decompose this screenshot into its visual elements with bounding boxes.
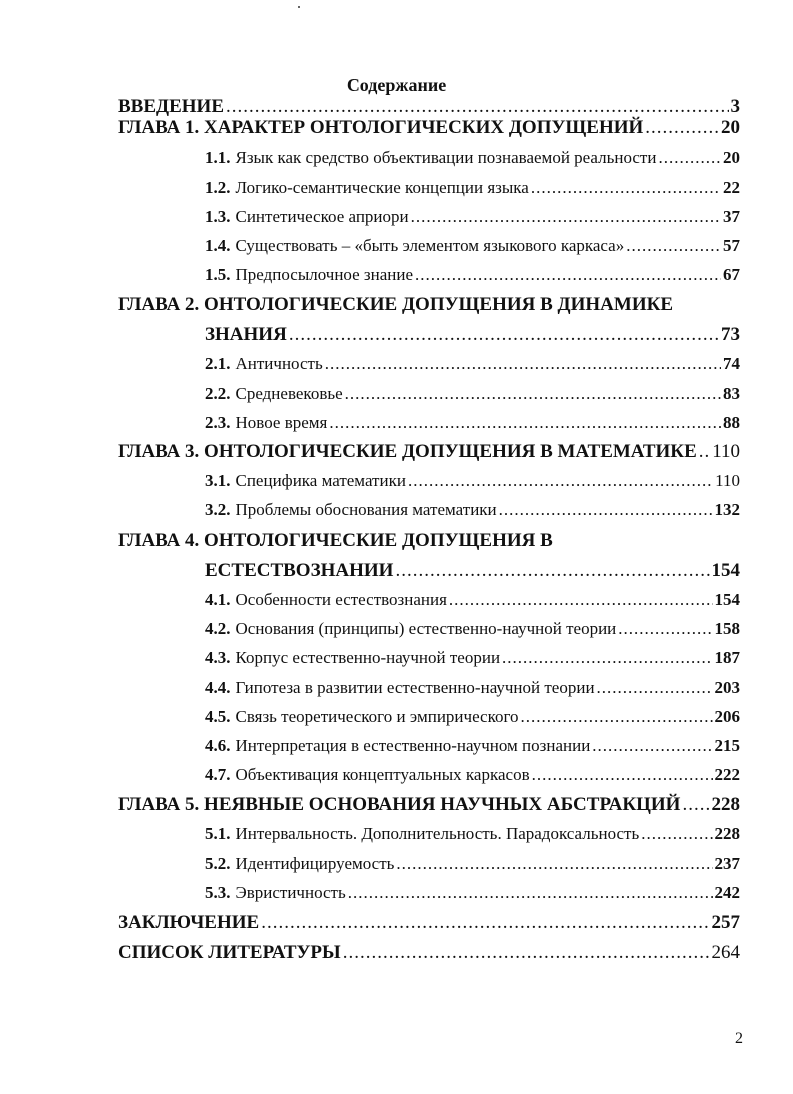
dot-leader: [658, 148, 721, 168]
dot-leader: [395, 560, 709, 582]
toc-entry-page: 187: [714, 648, 740, 667]
toc-entry-label: Эвристичность: [235, 883, 346, 902]
toc-entry-number: 5.2.: [205, 854, 231, 873]
toc-entry-number: 1.4.: [205, 236, 231, 255]
toc-entry-label: ЗНАНИЯ: [205, 324, 287, 345]
toc-entry-number: 1.3.: [205, 207, 231, 226]
dot-leader: [325, 354, 721, 374]
toc-entry-section-4-5[interactable]: [205, 707, 740, 727]
toc-entry-page: 264: [711, 942, 740, 963]
scan-speck: [298, 6, 300, 8]
dot-leader: [532, 765, 713, 785]
toc-entry-label: Существовать – «быть элементом языкового каркаса»: [235, 236, 625, 255]
toc-entry-page: 154: [711, 560, 740, 581]
toc-entry-section-1-4[interactable]: [205, 236, 740, 256]
toc-entry-chapter-4[interactable]: [118, 530, 740, 552]
toc-entry-label: ГЛАВА 4. ОНТОЛОГИЧЕСКИЕ ДОПУЩЕНИЯ В: [118, 530, 553, 551]
toc-entry-label: Корпус естественно-научной теории: [235, 648, 501, 667]
toc-entry-label: ЕСТЕСТВОЗНАНИИ: [205, 560, 394, 581]
toc-entry-section-2-2[interactable]: [205, 384, 740, 404]
dot-leader: [645, 117, 719, 139]
dot-leader: [415, 265, 721, 285]
toc-entry-chapter-5[interactable]: [118, 794, 740, 816]
toc-entry-label: Интервальность. Дополнительность. Парадоксальность: [235, 824, 640, 843]
dot-leader: [408, 471, 713, 491]
toc-entry-label: ГЛАВА 5. НЕЯВНЫЕ ОСНОВАНИЯ НАУЧНЫХ АБСТРАКЦИЙ: [118, 794, 681, 815]
toc-entry-label: Связь теоретического и эмпирического: [235, 707, 519, 726]
toc-entry-label: Проблемы обоснования математики: [235, 500, 497, 519]
toc-entry-label: Специфика математики: [235, 471, 406, 490]
dot-leader: [345, 384, 721, 404]
toc-entry-page: 57: [723, 236, 740, 255]
toc-entry-section-4-6[interactable]: [205, 736, 740, 756]
toc-entry-section-1-1[interactable]: [205, 148, 740, 168]
toc-entry-section-2-3[interactable]: [205, 413, 740, 433]
toc-entry-page: 3: [730, 96, 740, 117]
toc-entry-number: 1.5.: [205, 265, 231, 284]
toc-entry-section-4-3[interactable]: [205, 648, 740, 668]
toc-entry-page: 222: [714, 765, 740, 784]
toc-entry-chapter-2-continued[interactable]: [205, 324, 740, 346]
toc-entry-section-4-1[interactable]: [205, 590, 740, 610]
toc-entry-page: 154: [714, 590, 740, 609]
toc-entry-label: ВВЕДЕНИЕ: [118, 96, 224, 117]
dot-leader: [531, 178, 721, 198]
toc-entry-page: 206: [714, 707, 740, 726]
toc-entry-label: Язык как средство объективации познаваемой реальности: [235, 148, 657, 167]
dot-leader: [329, 413, 721, 433]
toc-entry-section-1-5[interactable]: [205, 265, 740, 285]
toc-entry-page: 237: [714, 854, 740, 873]
dot-leader: [449, 590, 713, 610]
toc-entry-label: Особенности естествознания: [235, 590, 447, 609]
toc-entry-number: 4.2.: [205, 619, 231, 638]
toc-entry-number: 4.4.: [205, 678, 231, 697]
toc-entry-label: ГЛАВА 3. ОНТОЛОГИЧЕСКИЕ ДОПУЩЕНИЯ В МАТЕМАТИКЕ: [118, 441, 697, 462]
toc-entry-number: 1.2.: [205, 178, 231, 197]
dot-leader: [411, 207, 721, 227]
dot-leader: [502, 648, 712, 668]
toc-entry-page: 37: [723, 207, 740, 226]
toc-entry-section-5-3[interactable]: [205, 883, 740, 903]
toc-entry-bibliography[interactable]: [118, 942, 740, 964]
toc-entry-number: 4.7.: [205, 765, 231, 784]
dot-leader: [348, 883, 713, 903]
dot-leader: [682, 794, 709, 816]
toc-entry-label: Идентифицируемость: [235, 854, 395, 873]
toc-entry-number: 2.1.: [205, 354, 231, 373]
toc-entry-number: 3.2.: [205, 500, 231, 519]
toc-entry-label: Интерпретация в естественно-научном познании: [235, 736, 591, 755]
dot-leader: [226, 96, 729, 118]
dot-leader: [626, 236, 721, 256]
toc-entry-chapter-4-continued[interactable]: [205, 560, 740, 582]
toc-entry-label: Предпосылочное знание: [235, 265, 414, 284]
toc-entry-section-5-1[interactable]: [205, 824, 740, 844]
toc-entry-number: 5.3.: [205, 883, 231, 902]
toc-entry-chapter-3[interactable]: [118, 441, 740, 463]
toc-entry-label: Объективация концептуальных каркасов: [235, 765, 530, 784]
toc-entry-page: 20: [721, 117, 740, 138]
toc-entry-label: Основания (принципы) естественно-научной теории: [235, 619, 617, 638]
toc-entry-page: 242: [714, 883, 740, 902]
dot-leader: [289, 324, 719, 346]
toc-entry-label: СПИСОК ЛИТЕРАТУРЫ: [118, 942, 341, 963]
dot-leader: [597, 678, 713, 698]
toc-entry-page: 73: [721, 324, 740, 345]
toc-entry-page: 20: [723, 148, 740, 167]
toc-entry-page: 228: [711, 794, 740, 815]
toc-entry-conclusion[interactable]: [118, 912, 740, 934]
toc-entry-number: 1.1.: [205, 148, 231, 167]
dot-leader: [592, 736, 712, 756]
toc-entry-number: 4.3.: [205, 648, 231, 667]
toc-entry-label: Синтетическое априори: [235, 207, 409, 226]
toc-entry-section-3-2[interactable]: [205, 500, 740, 520]
toc-entry-label: ГЛАВА 1. ХАРАКТЕР ОНТОЛОГИЧЕСКИХ ДОПУЩЕНИЙ: [118, 117, 644, 138]
toc-entry-chapter-2[interactable]: [118, 294, 740, 316]
dot-leader: [343, 942, 710, 964]
toc-entry-label: Средневековье: [235, 384, 343, 403]
toc-entry-page: 110: [712, 441, 740, 462]
toc-entry-page: 110: [715, 471, 740, 490]
toc-entry-page: 74: [723, 354, 740, 373]
toc-title: Содержание: [346, 75, 447, 95]
toc-entry-label: Гипотеза в развитии естественно-научной теории: [235, 678, 595, 697]
toc-entry-number: 5.1.: [205, 824, 231, 843]
toc-entry-page: 83: [723, 384, 740, 403]
toc-entry-introduction[interactable]: [118, 96, 740, 118]
toc-entry-number: 4.1.: [205, 590, 231, 609]
dot-leader: [521, 707, 713, 727]
toc-entry-page: 228: [714, 824, 740, 843]
toc-entry-section-1-3[interactable]: [205, 207, 740, 227]
dot-leader: [618, 619, 712, 639]
toc-entry-label: Новое время: [235, 413, 328, 432]
toc-entry-chapter-1[interactable]: [118, 117, 740, 139]
page-number: 2: [735, 1030, 743, 1047]
dot-leader: [499, 500, 713, 520]
toc-entry-section-4-4[interactable]: [205, 678, 740, 698]
dot-leader: [396, 854, 712, 874]
toc-entry-page: 215: [714, 736, 740, 755]
dot-leader: [261, 912, 709, 934]
toc-entry-section-2-1[interactable]: [205, 354, 740, 374]
toc-entry-section-1-2[interactable]: [205, 178, 740, 198]
toc-entry-number: 2.2.: [205, 384, 231, 403]
dot-leader: [699, 441, 710, 463]
toc-entry-page: 88: [723, 413, 740, 432]
toc-entry-label: ЗАКЛЮЧЕНИЕ: [118, 912, 260, 933]
dot-leader: [641, 824, 712, 844]
toc-entry-page: 132: [714, 500, 740, 519]
toc-entry-label: ГЛАВА 2. ОНТОЛОГИЧЕСКИЕ ДОПУЩЕНИЯ В ДИНАМИКЕ: [118, 294, 674, 315]
toc-entry-section-3-1[interactable]: [205, 471, 740, 491]
toc-entry-page: 67: [723, 265, 740, 284]
toc-entry-label: Логико-семантические концепции языка: [235, 178, 529, 197]
toc-entry-page: 257: [711, 912, 740, 933]
toc-entry-number: 4.5.: [205, 707, 231, 726]
toc-entry-number: 2.3.: [205, 413, 231, 432]
toc-entry-section-4-7[interactable]: [205, 765, 740, 785]
toc-entry-section-4-2[interactable]: [205, 619, 740, 639]
toc-entry-section-5-2[interactable]: [205, 854, 740, 874]
toc-entry-number: 3.1.: [205, 471, 231, 490]
toc-entry-page: 158: [714, 619, 740, 638]
toc-entry-page: 203: [714, 678, 740, 697]
toc-entry-number: 4.6.: [205, 736, 231, 755]
toc-entry-label: Античность: [235, 354, 323, 373]
toc-entry-page: 22: [723, 178, 740, 197]
